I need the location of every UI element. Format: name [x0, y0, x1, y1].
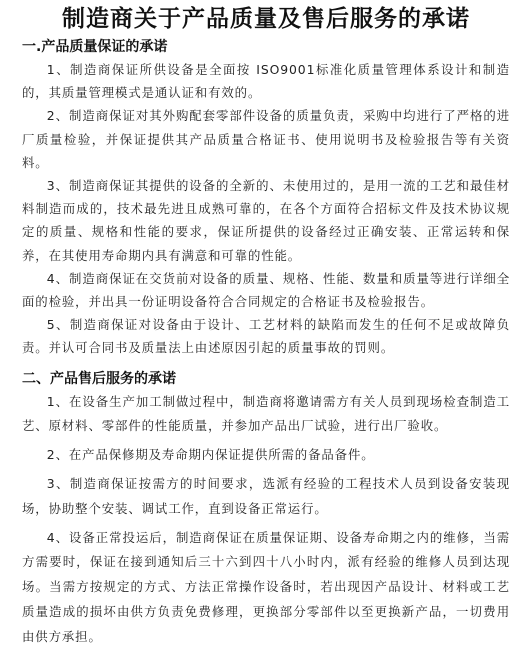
paragraph: 2、制造商保证对其外购配套零部件设备的质量负责，采购中均进行了严格的进厂质量检验，并保证提供其产品质量合格证书、使用说明书及检验报告等有关资料。 — [22, 108, 510, 170]
section-after-sales-service — [22, 368, 510, 650]
paragraph: 1、制造商保证所供设备是全面按 ISO9001标准化质量管理体系设计和制造的，其质量管理模式是通认证和有效的。 — [22, 62, 510, 101]
paragraph: 4、设备正常投运后，制造商保证在质量保证期、设备寿命期之内的维修，当需方需要时，保证在接到通知后三十六到四十八小时内，派有经验的维修人员到达现场。当需方按规定的方式、方法正常操作设备时，若出现因产品设计、材料或工艺质量造成的损坏由供方负责免费修理，更换部分零部件以至更换新产品，一切费用由供方承担。 — [22, 529, 510, 644]
paragraph: 3、制造商保证其提供的设备的全新的、未使用过的，是用一流的工艺和最佳材料制造而成的，技术最先进且成熟可靠的，在各个方面符合招标文件及技术协议规定的质量、规格和性能的要求，保证所提供的设备经过正确安装、正常运转和保养，在其使用寿命期内具有满意和可靠的性能。 — [22, 178, 510, 263]
section-quality-guarantee — [22, 36, 510, 360]
paragraph: 1、在设备生产加工制做过程中，制造商将邀请需方有关人员到现场检查制造工艺、原材料、零部件的性能质量，并参加产品出厂试验，进行出厂验收。 — [22, 393, 510, 434]
paragraph: 4、制造商保证在交货前对设备的质量、规格、性能、数量和质量等进行详细全面的检验，并出具一份证明设备符合合同规定的合格证书及检验报告。 — [22, 270, 510, 310]
section-heading: 一.产品质量保证的承诺 — [22, 39, 168, 55]
section-heading: 二、产品售后服务的承诺 — [22, 370, 176, 387]
paragraph: 2、在产品保修期及寿命期内保证提供所需的备品备件。 — [46, 447, 375, 463]
paragraph: 5、制造商保证对设备由于设计、工艺材料的缺陷而发生的任何不足或故障负责。并认可合同书及质量法上由述原因引起的质量事故的罚则。 — [22, 317, 510, 356]
document-title: 制造商关于产品质量及售后服务的承诺 — [62, 6, 470, 32]
paragraph: 3、制造商保证按需方的时间要求，选派有经验的工程技术人员到设备安装现场，协助整个安装、调试工作，直到设备正常运行。 — [22, 476, 510, 516]
